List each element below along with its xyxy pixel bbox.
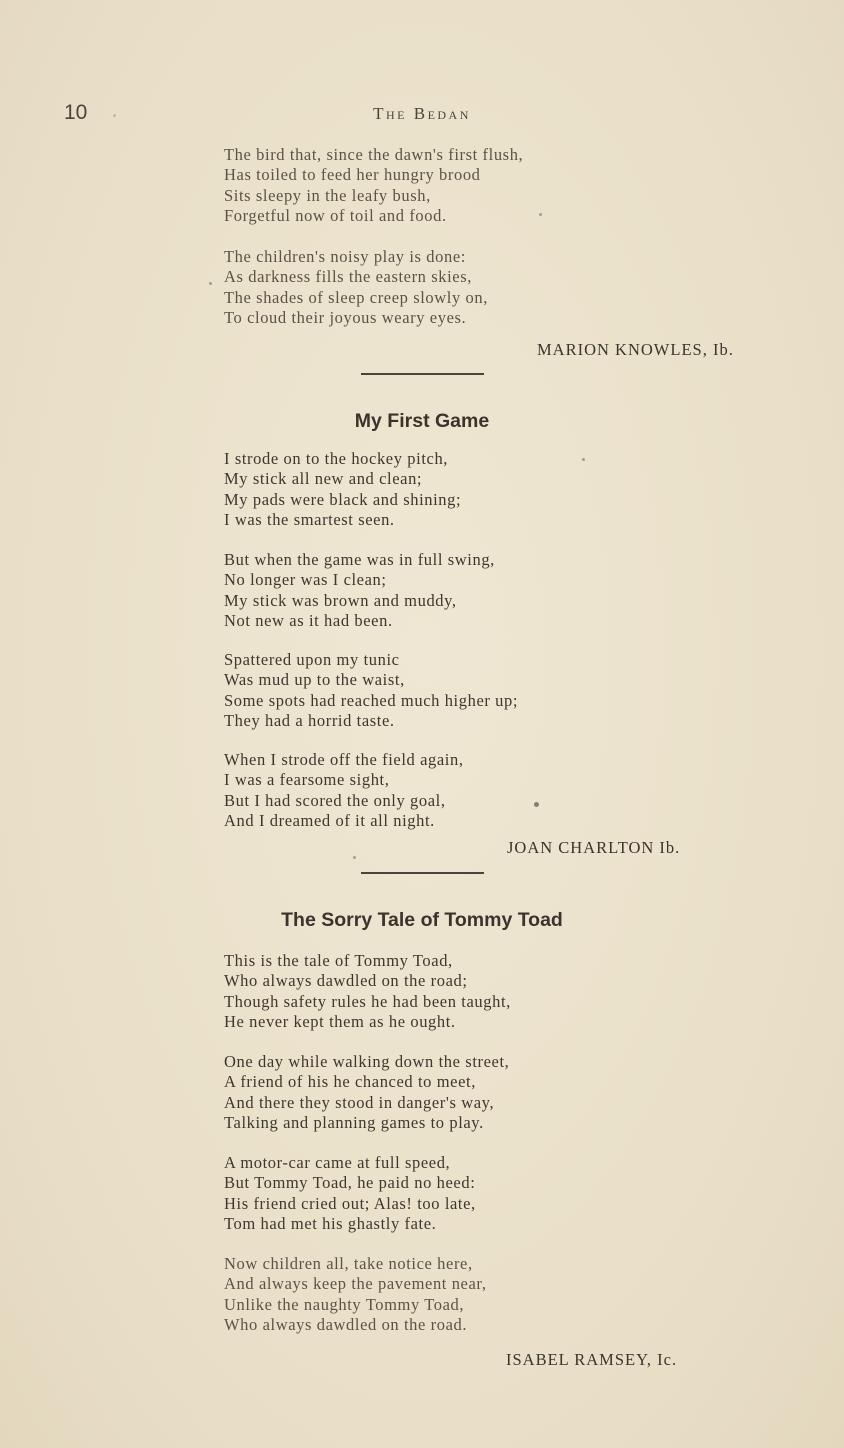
poem2-title: My First Game: [354, 410, 490, 432]
poem-line: A friend of his he chanced to meet,: [224, 1072, 476, 1092]
poem-line: My stick was brown and muddy,: [224, 590, 457, 610]
poem-line: And always keep the pavement near,: [224, 1274, 487, 1294]
poem2-stanza-2: [224, 550, 495, 632]
running-title: The Bedan: [373, 104, 471, 123]
poem-line: I was the smartest seen.: [224, 510, 395, 530]
poem-line: I was a fearsome sight,: [224, 770, 390, 790]
poem-line: Though safety rules he had been taught,: [224, 991, 511, 1011]
poem3-stanza-1: [224, 951, 511, 1033]
poem3-stanza-4: [224, 1254, 487, 1336]
poem1-author: MARION KNOWLES, Ib.: [537, 340, 734, 359]
poem-line: I strode on to the hockey pitch,: [224, 449, 449, 468]
paper-speck: [539, 213, 542, 216]
poem-line: But Tommy Toad, he paid no heed:: [224, 1173, 476, 1193]
poem3-title: The Sorry Tale of Tommy Toad: [281, 909, 563, 931]
poem-line: Who always dawdled on the road;: [224, 971, 468, 991]
paper-speck: [113, 114, 116, 117]
poem1-stanza-1: [224, 145, 523, 227]
poem-line: To cloud their joyous weary eyes.: [224, 308, 467, 328]
poem-line: Who always dawdled on the road.: [224, 1315, 468, 1335]
paper-speck: [534, 802, 539, 807]
poem-line: Now children all, take notice here,: [224, 1254, 473, 1273]
poem-line: My pads were black and shining;: [224, 489, 462, 509]
poem-line: My stick all new and clean;: [224, 469, 423, 489]
poem-line: They had a horrid taste.: [224, 711, 395, 731]
paper-speck: [353, 856, 356, 859]
poem-line: Forgetful now of toil and food.: [224, 206, 447, 226]
poem-line: His friend cried out; Alas! too late,: [224, 1193, 476, 1213]
section-divider: [361, 373, 484, 375]
poem3-stanza-3: [224, 1153, 476, 1235]
paper-speck: [582, 458, 585, 461]
poem3-author: ISABEL RAMSEY, Ic.: [506, 1350, 678, 1369]
poem1-stanza-2: [224, 247, 488, 329]
page-number: 10: [64, 101, 88, 124]
poem-line: He never kept them as he ought.: [224, 1012, 456, 1032]
poem-line: But when the game was in full swing,: [224, 550, 495, 569]
poem2-stanza-1: [224, 449, 461, 531]
poem-line: As darkness fills the eastern skies,: [224, 267, 472, 287]
poem-line: Sits sleepy in the leafy bush,: [224, 185, 431, 205]
poem3-stanza-2: [224, 1052, 509, 1134]
poem-line: Unlike the naughty Tommy Toad,: [224, 1294, 465, 1314]
poem-line: The shades of sleep creep slowly on,: [224, 287, 488, 307]
poem-line: But I had scored the only goal,: [224, 790, 446, 810]
poem-line: Some spots had reached much higher up;: [224, 690, 519, 710]
poem-line: No longer was I clean;: [224, 570, 387, 590]
poem-line: One day while walking down the street,: [224, 1052, 510, 1071]
poem-line: Was mud up to the waist,: [224, 670, 405, 690]
poem-line: The bird that, since the dawn's first flush,: [224, 145, 524, 164]
poem2-stanza-4: [224, 750, 464, 832]
poem2-author: JOAN CHARLTON Ib.: [507, 838, 681, 857]
poem-line: Not new as it had been.: [224, 611, 393, 631]
poem-line: Tom had met his ghastly fate.: [224, 1214, 437, 1234]
poem2-stanza-3: [224, 650, 518, 732]
section-divider: [361, 872, 484, 874]
poem-line: And I dreamed of it all night.: [224, 811, 435, 831]
poem-line: This is the tale of Tommy Toad,: [224, 951, 453, 970]
poem-line: When I strode off the field again,: [224, 750, 464, 769]
poem-line: Has toiled to feed her hungry brood: [224, 165, 481, 185]
poem-line: Talking and planning games to play.: [224, 1113, 484, 1133]
poem-line: The children's noisy play is done:: [224, 247, 466, 266]
paper-speck: [209, 282, 212, 285]
poem-line: And there they stood in danger's way,: [224, 1092, 495, 1112]
poem-line: Spattered upon my tunic: [224, 650, 400, 669]
poem-line: A motor-car came at full speed,: [224, 1153, 451, 1172]
